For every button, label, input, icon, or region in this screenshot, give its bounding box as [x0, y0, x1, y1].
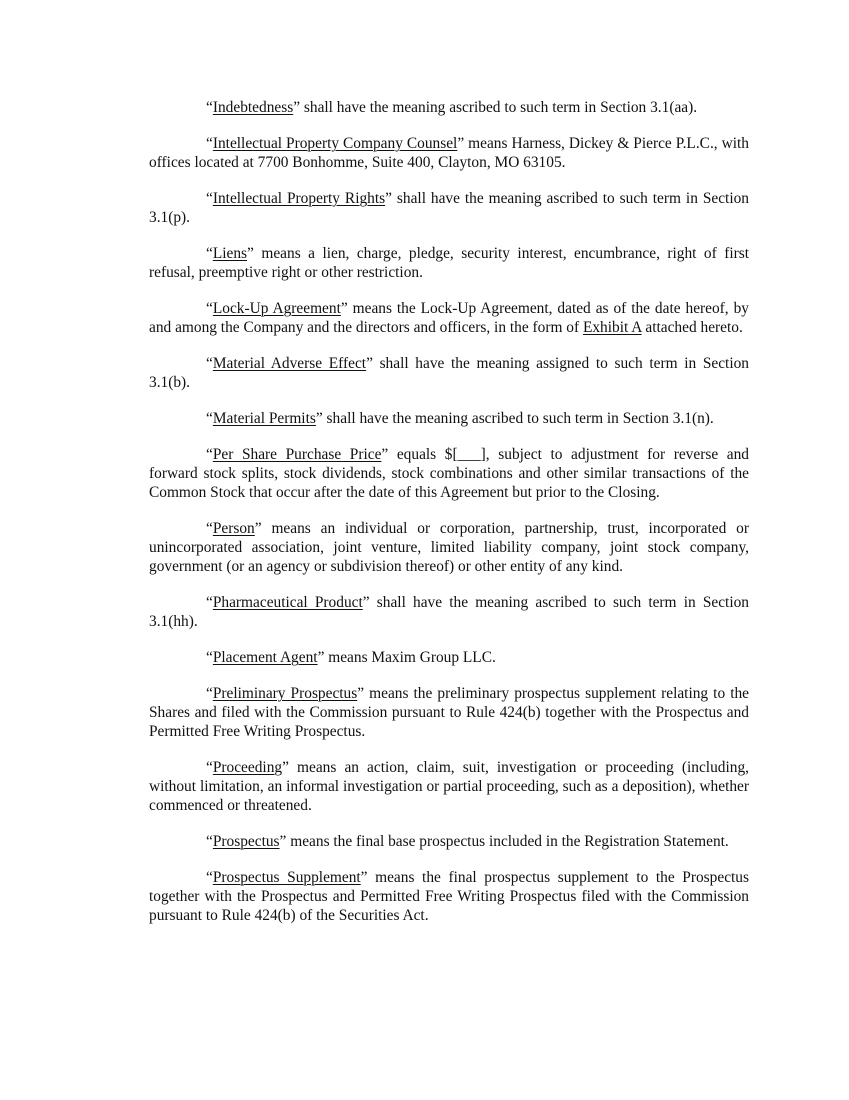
defined-term: Prospectus Supplement	[212, 869, 361, 886]
definition-placement-agent: “Placement Agent” means Maxim Group LLC.	[206, 649, 496, 666]
definition-ip-company-counsel: “Intellectual Property Company Counsel” means Harness, Dickey & Pierce P.L.C., with offices located at 7700 Bonhomme, Suite 400, Clayton, MO 63105.	[149, 134, 749, 171]
defined-term: Placement Agent	[212, 649, 318, 666]
defined-term: Liens	[212, 244, 248, 262]
defined-term: Material Permits	[212, 409, 316, 427]
defined-term: Proceeding	[212, 759, 283, 776]
document-page	[149, 98, 749, 942]
definition-body: means the preliminary prospectus supplement relating to the Shares and filed with the Commission pursuant to Rule 424(b) together with the Prospectus and Permitted Free Writing Prospectus.	[149, 684, 749, 741]
defined-term: Material Adverse Effect	[212, 354, 367, 372]
definition-ip-rights: “Intellectual Property Rights” shall have the meaning ascribed to such term in Section 3.1(p).	[149, 189, 749, 226]
defined-term: Pharmaceutical Product	[212, 594, 363, 611]
definition-body: means a lien, charge, pledge, security interest, encumbrance, right of first refusal, preemptive right or other restriction.	[149, 244, 749, 281]
defined-term: Person	[212, 519, 255, 537]
definition-body: means an individual or corporation, partnership, trust, incorporated or unincorporated association, joint venture, limited liability company, joint stock company, government (or an agency or subdivision thereof) or other entity of any kind.	[149, 519, 749, 576]
definition-body: shall have the meaning ascribed to such term in Section 3.1(aa).	[300, 99, 698, 116]
definition-body: means Harness, Dickey & Pierce P.L.C., with offices located at 7700 Bonhomme, Suite 400, Clayton, MO 63105.	[149, 134, 749, 171]
defined-term: Lock-Up Agreement	[212, 299, 341, 317]
defined-term: Indebtedness	[212, 99, 294, 116]
definition-body: means Maxim Group LLC.	[324, 649, 496, 666]
defined-term: Prospectus	[212, 833, 280, 851]
definition-preliminary-prospectus: “Preliminary Prospectus” means the preliminary prospectus supplement relating to the Shares and filed with the Commission pursuant to Rule 424(b) together with the Prospectus and Permitted Free Writing Prospectus.	[149, 684, 749, 741]
definition-indebtedness: “Indebtedness” shall have the meaning ascribed to such term in Section 3.1(aa).	[206, 99, 698, 116]
definition-lock-up-agreement: “Lock-Up Agreement” means the Lock-Up Agreement, dated as of the date hereof, by and among the Company and the directors and officers, in the form of Exhibit A attached hereto.	[149, 299, 749, 336]
definition-body-end: attached hereto.	[641, 319, 743, 336]
definition-person: “Person” means an individual or corporation, partnership, trust, incorporated or unincorporated association, joint venture, limited liability company, joint stock company, government (or an agency or subdivision thereof) or other entity of any kind.	[149, 519, 749, 576]
definition-prospectus-supplement: “Prospectus Supplement” means the final prospectus supplement to the Prospectus together with the Prospectus and Permitted Free Writing Prospectus filed with the Commission pursuant to Rule 424(b) of the Securities Act.	[149, 869, 749, 925]
definition-body: shall have the meaning assigned to such term in Section 3.1(b).	[149, 354, 750, 391]
definition-pharmaceutical-product: “Pharmaceutical Product” shall have the meaning ascribed to such term in Section 3.1(hh).	[149, 594, 749, 631]
definition-liens: “Liens” means a lien, charge, pledge, security interest, encumbrance, right of first refusal, preemptive right or other restriction.	[149, 244, 749, 281]
definition-body: means the final prospectus supplement to the Prospectus together with the Prospectus and Permitted Free Writing Prospectus filed with the Commission pursuant to Rule 424(b) of the Securities Act.	[149, 869, 749, 925]
definition-per-share-purchase-price: “Per Share Purchase Price” equals $[___], subject to adjustment for reverse and forward stock splits, stock dividends, stock combinations and other similar transactions of the Common Stock that occur after the date of this Agreement but prior to the Closing.	[149, 445, 749, 501]
definition-prospectus: “Prospectus” means the final base prospectus included in the Registration Statement.	[206, 833, 729, 851]
definition-proceeding: “Proceeding” means an action, claim, suit, investigation or proceeding (including, without limitation, an informal investigation or partial proceeding, such as a deposition), whether commenced or threatened.	[149, 759, 749, 815]
definition-body: shall have the meaning ascribed to such term in Section 3.1(n).	[322, 409, 714, 427]
definition-material-permits: “Material Permits” shall have the meaning ascribed to such term in Section 3.1(n).	[206, 409, 714, 427]
definition-body: shall have the meaning ascribed to such term in Section 3.1(p).	[149, 189, 749, 226]
definition-material-adverse-effect: “Material Adverse Effect” shall have the meaning assigned to such term in Section 3.1(b).	[149, 354, 750, 391]
defined-term: Per Share Purchase Price	[212, 445, 382, 463]
definition-body: means the final base prospectus included in the Registration Statement.	[286, 833, 729, 851]
definition-body: shall have the meaning ascribed to such term in Section 3.1(hh).	[149, 594, 749, 631]
definition-body: means the Lock-Up Agreement, dated as of the date hereof, by and among the Company and the directors and officers, in the form of	[149, 299, 749, 336]
defined-term: Preliminary Prospectus	[212, 684, 358, 702]
defined-term: Intellectual Property Company Counsel	[212, 134, 458, 152]
definition-body: equals $[___], subject to adjustment for reverse and forward stock splits, stock dividends, stock combinations and other similar transactions of the Common Stock that occur after the date of this Agreement but prior to the Closing.	[149, 445, 749, 501]
definition-body: means an action, claim, suit, investigation or proceeding (including, without limitation, an informal investigation or partial proceeding, such as a deposition), whether commenced or threatened.	[149, 759, 749, 815]
exhibit-a-reference: Exhibit A	[582, 319, 642, 336]
defined-term: Intellectual Property Rights	[212, 189, 386, 207]
